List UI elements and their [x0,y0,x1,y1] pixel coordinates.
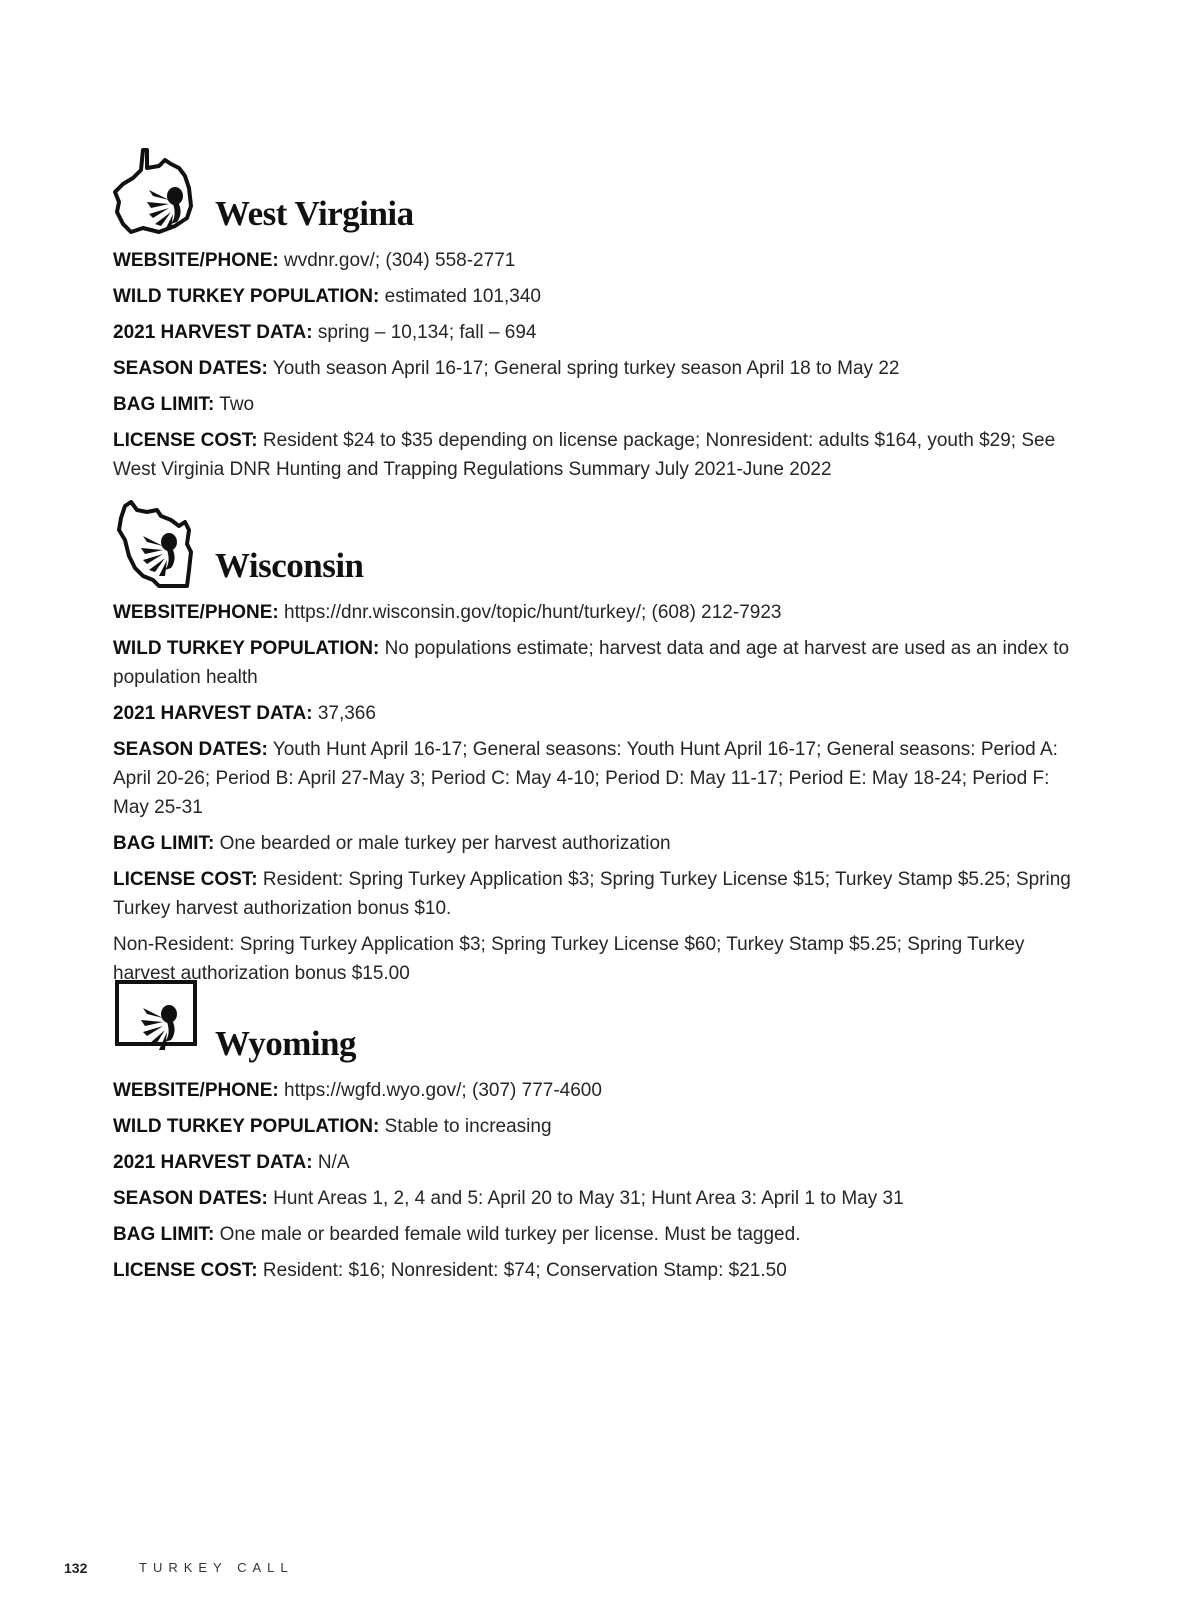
field-value: Two [219,394,255,415]
field-label: BAG LIMIT: [113,1224,215,1245]
magazine-name: TURKEY CALL [139,1560,294,1575]
field-label: SEASON DATES: [113,739,268,760]
field-website-phone [113,598,1073,627]
field-value: estimated 101,340 [384,286,541,307]
state-section-wisconsin [113,500,1073,995]
field-label: WEBSITE/PHONE: [113,1080,279,1101]
field-wild-turkey-population [113,634,1073,692]
wyoming-turkey-logo-icon [113,978,203,1068]
field-label: WILD TURKEY POPULATION: [113,286,380,307]
field-value: spring – 10,134; fall – 694 [317,322,537,343]
state-section-west-virginia [113,148,1073,491]
field-label: LICENSE COST: [113,430,258,451]
field-label: WILD TURKEY POPULATION: [113,1116,380,1137]
field-season-dates [113,1184,1073,1213]
field-harvest-data [113,699,1073,728]
field-value: One bearded or male turkey per harvest authorization [219,833,671,854]
field-label: SEASON DATES: [113,358,268,379]
field-harvest-data [113,318,1073,347]
field-value: N/A [317,1152,350,1173]
field-bag-limit [113,829,1073,858]
field-value: https://wgfd.wyo.gov/; (307) 777-4600 [284,1080,602,1101]
field-bag-limit [113,390,1073,419]
field-value: Youth Hunt April 16-17; General seasons: Youth Hunt April 16-17; General seasons: Period A: April 20-26; Period B: April 27-May 3; Period C: May 4-10; Period D: May 11-17; Period E: May 18-24; Period F: May 25-31 [113,739,1058,818]
field-value: Youth season April 16-17; General spring turkey season April 18 to May 22 [272,358,900,379]
field-label: WEBSITE/PHONE: [113,250,279,271]
field-label: WEBSITE/PHONE: [113,602,279,623]
field-season-dates [113,354,1073,383]
state-name: Wisconsin [215,546,364,585]
field-value: Resident: Spring Turkey Application $3; Spring Turkey License $15; Turkey Stamp $5.25; Spring Turkey harvest authorization bonus $10. [113,869,1071,919]
state-heading [113,500,1073,590]
field-label: WILD TURKEY POPULATION: [113,638,380,659]
state-name: Wyoming [215,1024,357,1063]
field-label: SEASON DATES: [113,1188,268,1209]
west-virginia-turkey-logo-icon [113,148,203,238]
field-label: 2021 HARVEST DATA: [113,1152,313,1173]
field-value: wvdnr.gov/; (304) 558-2771 [284,250,516,271]
field-website-phone [113,246,1073,275]
field-label: 2021 HARVEST DATA: [113,322,313,343]
state-section-wyoming [113,978,1073,1292]
field-license-cost [113,426,1073,484]
field-website-phone [113,1076,1073,1105]
field-label: LICENSE COST: [113,869,258,890]
field-value: Stable to increasing [384,1116,552,1137]
wisconsin-turkey-logo-icon [113,500,203,590]
field-value: Hunt Areas 1, 2, 4 and 5: April 20 to May 31; Hunt Area 3: April 1 to May 31 [273,1188,904,1209]
page-number: 132 [64,1560,88,1576]
field-season-dates [113,735,1073,822]
field-harvest-data [113,1148,1073,1177]
field-license-cost [113,865,1073,923]
field-value: Non-Resident: Spring Turkey Application $3; Spring Turkey License $60; Turkey Stamp $5.25; Spring Turkey harvest authorization bonus $15.00 [113,934,1025,984]
field-value: https://dnr.wisconsin.gov/topic/hunt/turkey/; (608) 212-7923 [284,602,782,623]
field-bag-limit [113,1220,1073,1249]
state-name: West Virginia [215,194,414,233]
field-label: LICENSE COST: [113,1260,258,1281]
field-value: No populations estimate; harvest data and age at harvest are used as an index to population health [113,638,1070,688]
page-footer [64,1560,294,1576]
field-wild-turkey-population [113,282,1073,311]
field-label: BAG LIMIT: [113,833,215,854]
state-heading [113,148,1073,238]
field-value: 37,366 [317,703,376,724]
field-wild-turkey-population [113,1112,1073,1141]
field-label: BAG LIMIT: [113,394,215,415]
field-license-cost [113,1256,1073,1285]
field-value: Resident: $16; Nonresident: $74; Conservation Stamp: $21.50 [262,1260,787,1281]
field-label: 2021 HARVEST DATA: [113,703,313,724]
state-heading [113,978,1073,1068]
field-value: One male or bearded female wild turkey per license. Must be tagged. [219,1224,801,1245]
field-value: Resident $24 to $35 depending on license package; Nonresident: adults $164, youth $29; See West Virginia DNR Hunting and Trapping Regulations Summary July 2021-June 2022 [113,430,1056,480]
